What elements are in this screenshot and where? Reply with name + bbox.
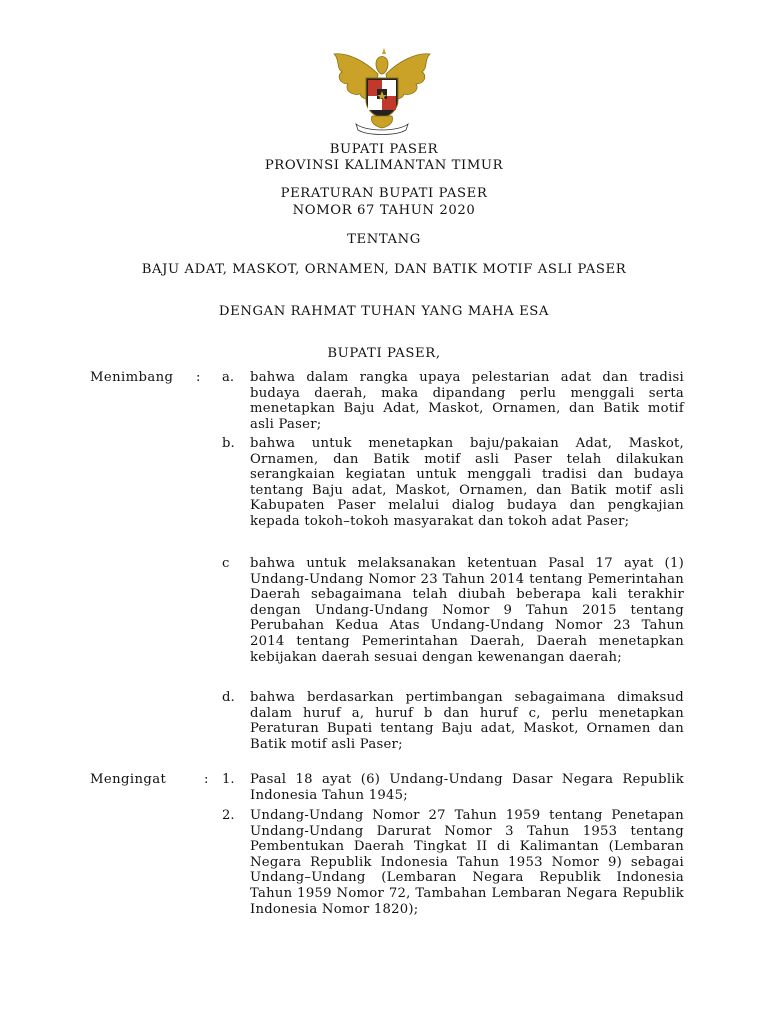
menimbang-item-marker: d.	[222, 690, 235, 705]
menimbang-colon: :	[196, 370, 201, 385]
issuer-line: BUPATI PASER	[329, 142, 439, 157]
mengingat-item-text: Undang-Undang Nomor 27 Tahun 1959 tentang Penetapan Undang-Undang Darurat Nomor 3 Tahun 1953 tentang Pembentukan Daerah Tingkat II di Kalimantan (Lembaran Negara Republik Indonesia Tahun 1953 Nomor 9) sebagai Undang–Undang (Lembaran Negara Republik Indonesia Tahun 1959 Nomor 72, Tambahan Lembaran Negara Republik Indonesia Nomor 1820);	[250, 808, 684, 917]
mengingat-item-marker: 2.	[222, 808, 235, 823]
mengingat-colon: :	[204, 772, 209, 787]
mengingat-item-text: Pasal 18 ayat (6) Undang-Undang Dasar Negara Republik Indonesia Tahun 1945;	[250, 772, 684, 803]
menimbang-label: Menimbang	[90, 370, 174, 385]
mengingat-label: Mengingat	[90, 772, 167, 787]
menimbang-item-text: bahwa untuk melaksanakan ketentuan Pasal 17 ayat (1) Undang-Undang Nomor 23 Tahun 2014 tentang Pemerintahan Daerah sebagaimana telah diubah beberapa kali terakhir dengan Undang-Undang Nomor 9 Tahun 2015 tentang Perubahan Kedua Atas Undang-Undang Nomor 23 Tahun 2014 tentang Pemerintahan Daerah, Daerah menetapkan kebijakan daerah sesuai dengan kewenangan daerah;	[250, 556, 684, 665]
regulation-title: PERATURAN BUPATI PASER	[280, 186, 488, 201]
menimbang-item-marker: c	[222, 556, 230, 571]
menimbang-item-marker: a.	[222, 370, 235, 385]
authority-line: BUPATI PASER,	[327, 346, 441, 361]
tentang-heading: TENTANG	[347, 232, 421, 247]
regulation-subject: BAJU ADAT, MASKOT, ORNAMEN, DAN BATIK MOTIF ASLI PASER	[141, 262, 627, 277]
menimbang-item-text: bahwa dalam rangka upaya pelestarian adat dan tradisi budaya daerah, maka dipandang perlu menggali serta menetapkan Baju Adat, Maskot, Ornamen, dan Batik motif asli Paser;	[250, 370, 684, 432]
menimbang-item-text: bahwa untuk menetapkan baju/pakaian Adat, Maskot, Ornamen, dan Batik motif asli Paser telah dilakukan serangkaian kegiatan untuk menggali tradisi dan budaya tentang Baju adat, Maskot, Ornamen, dan Batik motif asli Kabupaten Paser melalui dialog budaya dan pengkajian kepada tokoh–tokoh masyarakat dan tokoh adat Paser;	[250, 436, 684, 529]
mengingat-item-marker: 1.	[222, 772, 235, 787]
garuda-emblem	[326, 44, 438, 136]
menimbang-item-marker: b.	[222, 436, 235, 451]
province-line: PROVINSI KALIMANTAN TIMUR	[264, 158, 504, 173]
menimbang-item-text: bahwa berdasarkan pertimbangan sebagaimana dimaksud dalam huruf a, huruf b dan huruf c, perlu menetapkan Peraturan Bupati tentang Baju adat, Maskot, Ornamen dan Batik motif asli Paser;	[250, 690, 684, 752]
regulation-number: NOMOR 67 TAHUN 2020	[292, 203, 476, 218]
preamble: DENGAN RAHMAT TUHAN YANG MAHA ESA	[218, 304, 550, 319]
